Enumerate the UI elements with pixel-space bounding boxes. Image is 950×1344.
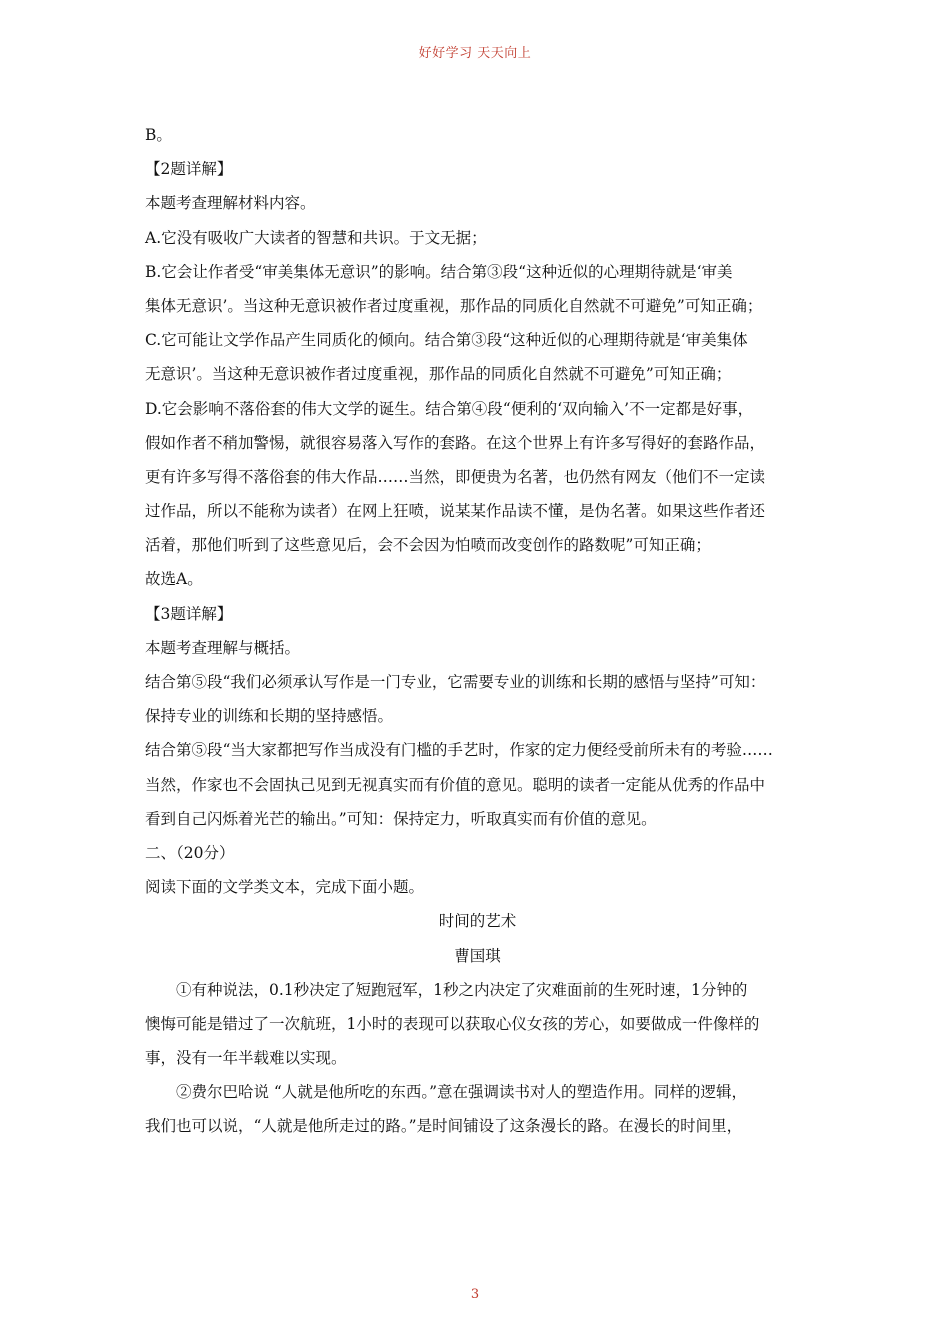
article-paragraph-line: 我们也可以说，“人就是他所走过的路。”是时间铺设了这条漫长的路。在漫长的时间里， bbox=[145, 1117, 743, 1136]
answer-line: B。 bbox=[145, 126, 172, 144]
section-heading-q2: 【2题详解】 bbox=[145, 160, 233, 179]
article-title: 时间的艺术 bbox=[438, 912, 517, 931]
option-a-line: A.它没有吸收广大读者的智慧和共识。于文无据； bbox=[145, 228, 487, 247]
paragraph-line: 本题考查理解材料内容。 bbox=[145, 194, 316, 213]
option-c-line: C.它可能让文学作品产生同质化的倾向。结合第③段“这种近似的心理期待就是‘审美集体 bbox=[145, 331, 748, 350]
article-paragraph-line: 事，没有一年半载难以实现。 bbox=[145, 1049, 347, 1068]
answer-line: 故选A。 bbox=[145, 570, 203, 589]
page-header-slogan: 好好学习 天天向上 bbox=[418, 46, 532, 61]
paragraph-line: 保持专业的训练和长期的坚持感悟。 bbox=[145, 707, 394, 726]
part-heading: 二、（20分） bbox=[145, 843, 235, 862]
option-d-line: 活着，那他们听到了这些意见后，会不会因为怕喷而改变创作的路数呢”可知正确； bbox=[145, 536, 711, 555]
paragraph-line: 当然，作家也不会固执己见到无视真实而有价值的意见。聪明的读者一定能从优秀的作品中 bbox=[145, 775, 766, 794]
paragraph-line: 本题考查理解与概括。 bbox=[145, 638, 301, 657]
section-heading-q3: 【3题详解】 bbox=[145, 604, 233, 623]
option-b-line: 集体无意识’。当这种无意识被作者过度重视，那作品的同质化自然就不可避免”可知正确； bbox=[145, 296, 763, 315]
paragraph-line: 结合第⑤段“当大家都把写作当成没有门槛的手艺时，作家的定力便经受前所未有的考验…… bbox=[145, 741, 773, 760]
article-author: 曹国琪 bbox=[454, 946, 501, 965]
option-d-line: 假如作者不稍加警惕，就很容易落入写作的套路。在这个世界上有许多写得好的套路作品， bbox=[145, 433, 766, 452]
option-b-line: B.它会让作者受“审美集体无意识”的影响。结合第③段“这种近似的心理期待就是‘审美 bbox=[145, 262, 733, 281]
option-d-line: D.它会影响不落俗套的伟大文学的诞生。结合第④段“便利的‘双向输入’不一定都是好事， bbox=[145, 399, 754, 418]
page-number: 3 bbox=[470, 1287, 480, 1302]
option-d-line: 更有许多写得不落俗套的伟大作品……当然，即便贵为名著，也仍然有网友（他们不一定读 bbox=[145, 467, 766, 486]
instruction-line: 阅读下面的文学类文本，完成下面小题。 bbox=[145, 878, 425, 897]
option-c-line: 无意识’。当这种无意识被作者过度重视，那作品的同质化自然就不可避免”可知正确； bbox=[145, 365, 732, 384]
document-body bbox=[145, 118, 810, 1144]
option-d-line: 过作品，所以不能称为读者）在网上狂喷，说某某作品读不懂，是伪名著。如果这些作者还 bbox=[145, 502, 766, 521]
article-paragraph-line: 懊悔可能是错过了一次航班，1小时的表现可以获取心仪女孩的芳心，如要做成一件像样的 bbox=[145, 1014, 760, 1033]
article-paragraph-line: ②费尔巴哈说 “人就是他所吃的东西。”意在强调读书对人的塑造作用。同样的逻辑， bbox=[176, 1083, 748, 1102]
paragraph-line: 看到自己闪烁着光芒的输出。”可知：保持定力，听取真实而有价值的意见。 bbox=[145, 809, 657, 828]
paragraph-line: 结合第⑤段“我们必须承认写作是一门专业，它需要专业的训练和长期的感悟与坚持”可知： bbox=[145, 673, 766, 691]
article-paragraph-line: ①有种说法，0.1秒决定了短跑冠军，1秒之内决定了灾难面前的生死时速，1分钟的 bbox=[176, 980, 748, 999]
